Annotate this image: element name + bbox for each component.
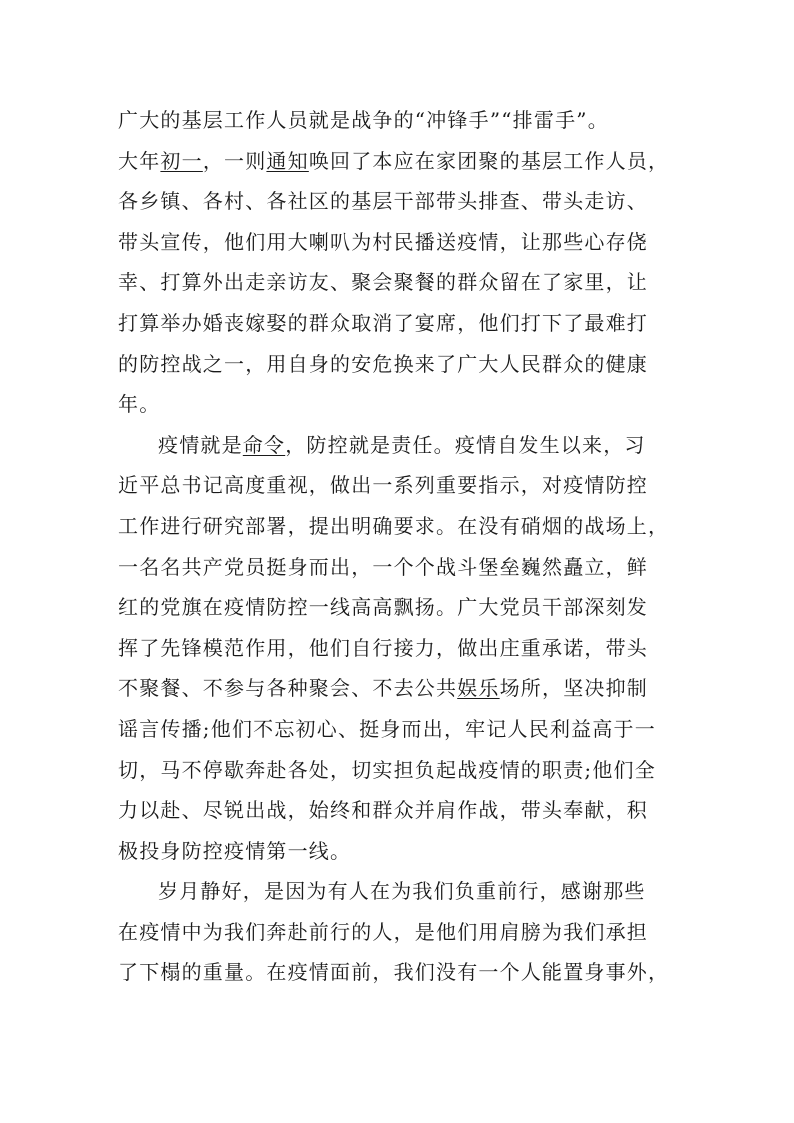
text-line xyxy=(118,871,678,912)
text-run: 挥了先锋模范作用，他们自行接力，做出庄重承诺，带头 xyxy=(118,635,648,660)
text-line xyxy=(118,912,678,953)
text-run: 一名名共产党员挺身而出，一个个战斗堡垒巍然矗立，鲜 xyxy=(118,554,648,579)
text-run: 谣言传播;他们不忘初心、挺身而出，牢记人民利益高于一 xyxy=(118,716,656,741)
text-line xyxy=(118,506,678,547)
text-run: ，防控就是责任。疫情自发生以来，习 xyxy=(285,432,646,457)
text-line xyxy=(118,547,678,588)
text-run: 场所，坚决抑制 xyxy=(499,676,649,701)
text-line xyxy=(118,668,678,709)
text-run: 疫情就是 xyxy=(158,432,243,457)
text-line xyxy=(118,425,678,466)
underlined-term: 命令 xyxy=(242,432,286,457)
text-run: 幸、打算外出走亲访友、聚会聚餐的群众留在了家里，让 xyxy=(118,270,648,295)
text-run: 唤回了本应在家团聚的基层工作人员， xyxy=(308,148,670,173)
text-line xyxy=(118,465,678,506)
text-run: 带头宣传，他们用大喇叭为村民播送疫情，让那些心存侥 xyxy=(118,229,648,254)
text-line xyxy=(118,222,678,263)
text-run: ，一则 xyxy=(202,148,267,173)
text-run: 力以赴、尽锐出战，始终和群众并肩作战，带头奉献，积 xyxy=(118,798,648,823)
text-run: 各乡镇、各村、各社区的基层干部带头排查、带头走访、 xyxy=(118,189,648,214)
underlined-term: 初一 xyxy=(160,148,203,173)
text-run: 工作进行研究部署，提出明确要求。在没有硝烟的战场上， xyxy=(118,513,670,538)
text-run: 广大的基层工作人员就是战争的“冲锋手”“排雷手”。 xyxy=(118,108,609,132)
text-line xyxy=(118,709,678,750)
text-run: 切，马不停歇奔赴各处，切实担负起战疫情的职责;他们全 xyxy=(118,757,656,782)
text-run: 极投身防控疫情第一线。 xyxy=(118,838,352,863)
text-line xyxy=(118,303,678,344)
text-line xyxy=(118,587,678,628)
underlined-term: 通知 xyxy=(266,148,309,173)
text-run: 近平总书记高度重视，做出一系列重要指示，对疫情防控 xyxy=(118,473,648,498)
text-line xyxy=(118,141,678,182)
text-run: 年。 xyxy=(118,392,161,417)
text-line xyxy=(118,790,678,831)
text-line xyxy=(118,344,678,385)
text-line xyxy=(118,100,678,141)
text-run: 了下榻的重量。在疫情面前，我们没有一个人能置身事外， xyxy=(118,960,670,985)
text-line xyxy=(118,181,678,222)
text-run: 的防控战之一，用自身的安危换来了广大人民群众的健康 xyxy=(118,351,648,376)
text-line xyxy=(118,262,678,303)
text-run: 岁月静好，是因为有人在为我们负重前行，感谢那些 xyxy=(158,879,646,904)
text-run: 大年 xyxy=(118,148,161,173)
text-run: 不聚餐、不参与各种聚会、不去公共 xyxy=(118,676,458,701)
document-body xyxy=(118,100,678,993)
underlined-term: 娱乐 xyxy=(457,676,500,701)
text-line xyxy=(118,628,678,669)
text-run: 红的党旗在疫情防控一线高高飘扬。广大党员干部深刻发 xyxy=(118,595,648,620)
text-line xyxy=(118,831,678,872)
text-run: 在疫情中为我们奔赴前行的人，是他们用肩膀为我们承担 xyxy=(118,919,648,944)
text-line xyxy=(118,952,678,993)
text-line xyxy=(118,750,678,791)
text-run: 打算举办婚丧嫁娶的群众取消了宴席，他们打下了最难打 xyxy=(118,310,648,335)
text-line xyxy=(118,384,678,425)
